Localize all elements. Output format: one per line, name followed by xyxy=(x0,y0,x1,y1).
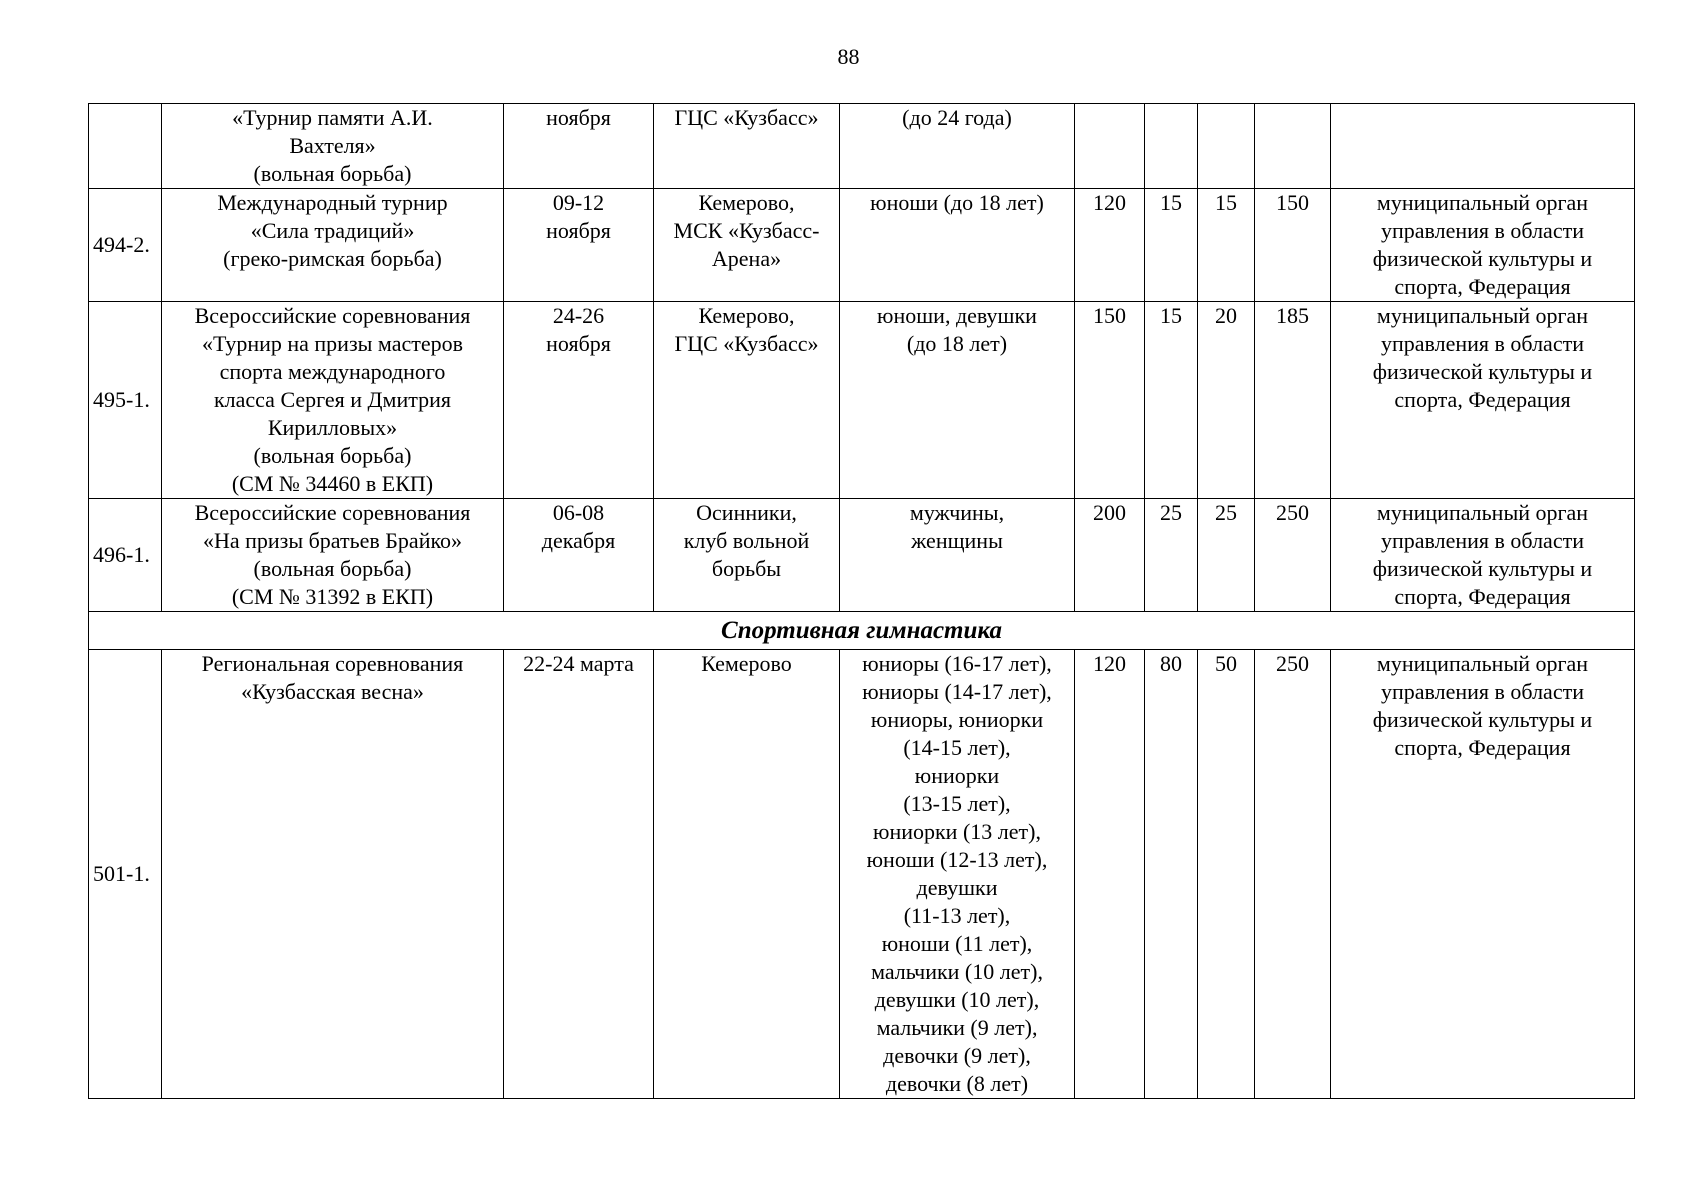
event-place: Кемерово, ГЦС «Кузбасс» xyxy=(654,302,840,499)
event-name: Всероссийские соревнования «На призы братьев Брайко» (вольная борьба) (СМ № 31392 в ЕКП) xyxy=(162,499,504,612)
event-date: 09-12 ноября xyxy=(504,189,654,302)
event-name: Региональная соревнования «Кузбасская весна» xyxy=(162,650,504,1099)
event-place: Осинники, клуб вольной борьбы xyxy=(654,499,840,612)
organizer: муниципальный орган управления в области физической культуры и спорта, Федерация xyxy=(1331,499,1635,612)
count-1: 120 xyxy=(1075,189,1145,302)
page-number: 88 xyxy=(837,44,860,69)
events-table xyxy=(88,103,1635,1099)
count-1: 150 xyxy=(1075,302,1145,499)
row-number: 496-1. xyxy=(89,499,162,612)
event-name: Всероссийские соревнования «Турнир на призы мастеров спорта международного класса Сергея и Дмитрия Кирилловых» (вольная борьба) (СМ № 34460 в ЕКП) xyxy=(162,302,504,499)
count-2 xyxy=(1145,104,1198,189)
count-total: 150 xyxy=(1255,189,1331,302)
event-place: Кемерово, МСК «Кузбасс- Арена» xyxy=(654,189,840,302)
event-date: 24-26 ноября xyxy=(504,302,654,499)
row-number xyxy=(89,104,162,189)
count-1 xyxy=(1075,104,1145,189)
event-participants: юноши (до 18 лет) xyxy=(840,189,1075,302)
organizer: муниципальный орган управления в области физической культуры и спорта, Федерация xyxy=(1331,650,1635,1099)
count-total: 185 xyxy=(1255,302,1331,499)
event-name: «Турнир памяти А.И. Вахтеля» (вольная борьба) xyxy=(162,104,504,189)
event-name: Международный турнир «Сила традиций» (греко-римская борьба) xyxy=(162,189,504,302)
event-place: ГЦС «Кузбасс» xyxy=(654,104,840,189)
table-row xyxy=(89,499,1635,612)
count-total: 250 xyxy=(1255,499,1331,612)
event-participants: юноши, девушки (до 18 лет) xyxy=(840,302,1075,499)
event-date: 06-08 декабря xyxy=(504,499,654,612)
section-row xyxy=(89,612,1635,650)
count-3 xyxy=(1198,104,1255,189)
count-3: 25 xyxy=(1198,499,1255,612)
event-place: Кемерово xyxy=(654,650,840,1099)
count-2: 80 xyxy=(1145,650,1198,1099)
event-date: ноября xyxy=(504,104,654,189)
row-number: 495-1. xyxy=(89,302,162,499)
count-1: 200 xyxy=(1075,499,1145,612)
count-2: 15 xyxy=(1145,189,1198,302)
row-number: 501-1. xyxy=(89,650,162,1099)
organizer: муниципальный орган управления в области физической культуры и спорта, Федерация xyxy=(1331,302,1635,499)
count-total xyxy=(1255,104,1331,189)
section-title: Спортивная гимнастика xyxy=(89,612,1635,650)
count-1: 120 xyxy=(1075,650,1145,1099)
table-row xyxy=(89,650,1635,1099)
event-date: 22-24 марта xyxy=(504,650,654,1099)
count-total: 250 xyxy=(1255,650,1331,1099)
row-number: 494-2. xyxy=(89,189,162,302)
table-row xyxy=(89,302,1635,499)
count-2: 25 xyxy=(1145,499,1198,612)
organizer: муниципальный орган управления в области физической культуры и спорта, Федерация xyxy=(1331,189,1635,302)
event-participants: юниоры (16-17 лет), юниоры (14-17 лет), юниоры, юниорки (14-15 лет), юниорки (13-15 лет), юниорки (13 лет), юноши (12-13 лет), девушки (11-13 лет), юноши (11 лет), мальчики (10 лет), девушки (10 лет), мальчики (9 лет), девочки (9 лет), девочки (8 лет) xyxy=(840,650,1075,1099)
table-row xyxy=(89,104,1635,189)
table-row xyxy=(89,189,1635,302)
count-3: 15 xyxy=(1198,189,1255,302)
event-participants: (до 24 года) xyxy=(840,104,1075,189)
event-participants: мужчины, женщины xyxy=(840,499,1075,612)
count-2: 15 xyxy=(1145,302,1198,499)
count-3: 50 xyxy=(1198,650,1255,1099)
count-3: 20 xyxy=(1198,302,1255,499)
organizer xyxy=(1331,104,1635,189)
